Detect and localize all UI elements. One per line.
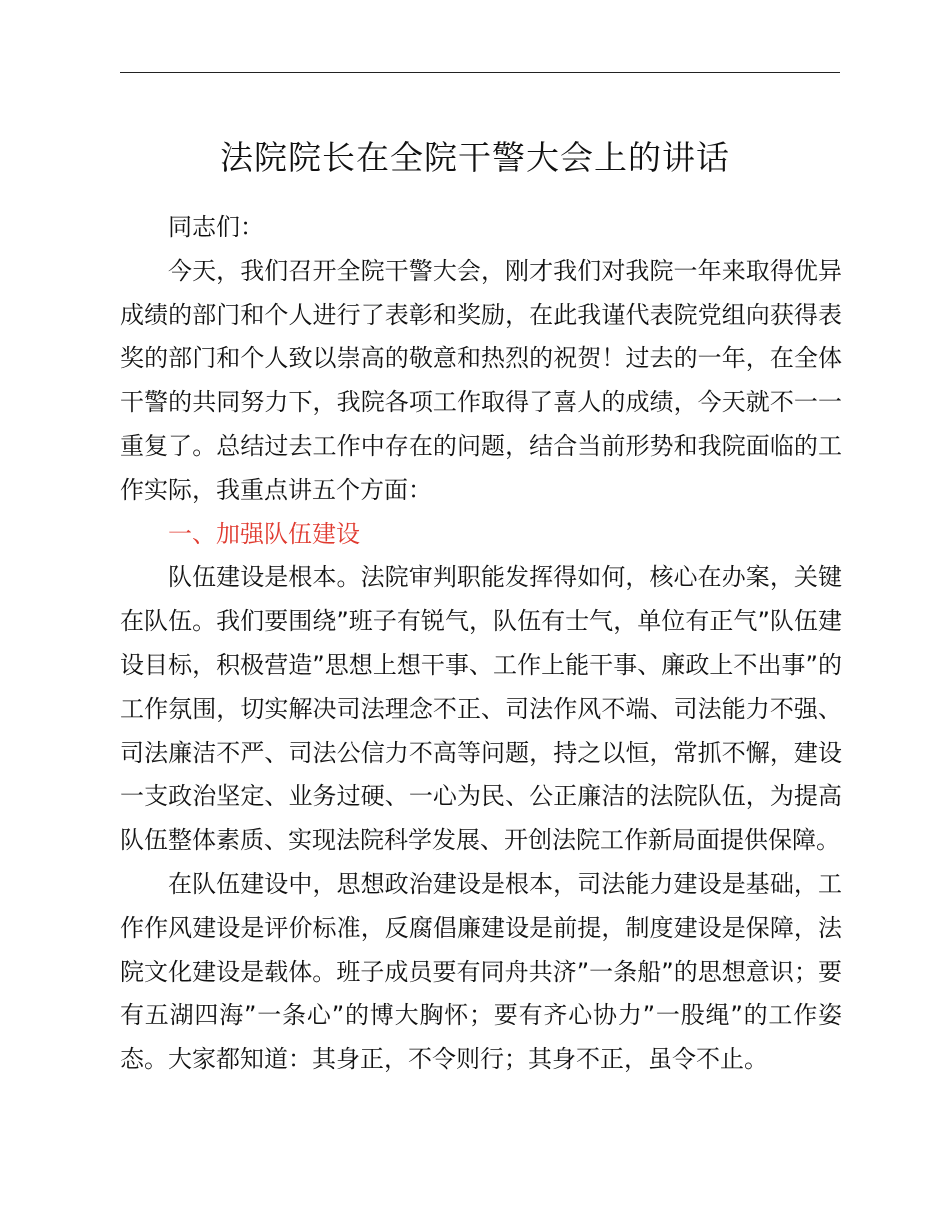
document-body [120, 206, 842, 1082]
paragraph-team-building: 队伍建设是根本。法院审判职能发挥得如何，核心在办案，关键在队伍。我们要围绕”班子有锐气，队伍有士气，单位有正气”队伍建设目标，积极营造”思想上想干事、工作上能干事、廉政上不出事”的工作氛围，切实解决司法理念不正、司法作风不端、司法能力不强、司法廉洁不严、司法公信力不高等问题，持之以恒，常抓不懈，建设一支政治坚定、业务过硬、一心为民、公正廉洁的法院队伍，为提高队伍整体素质、实现法院科学发展、开创法院工作新局面提供保障。 [120, 563, 842, 855]
salutation: 同志们： [168, 213, 264, 241]
paragraph-intro: 今天，我们召开全院干警大会，刚才我们对我院一年来取得优异成绩的部门和个人进行了表彰和奖励，在此我谨代表院党组向获得表奖的部门和个人致以崇高的敬意和热烈的祝贺！过去的一年，在全体干警的共同努力下，我院各项工作取得了喜人的成绩，今天就不一一重复了。总结过去工作中存在的问题，结合当前形势和我院面临的工作实际，我重点讲五个方面： [120, 256, 842, 504]
document-title: 法院院长在全院干警大会上的讲话 [220, 138, 730, 177]
paragraph-team-construction-detail: 在队伍建设中，思想政治建设是根本，司法能力建设是基础，工作作风建设是评价标准，反腐倡廉建设是前提，制度建设是保障，法院文化建设是载体。班子成员要有同舟共济”一条船”的思想意识；要有五湖四海”一条心”的博大胸怀；要有齐心协力”一股绳”的工作姿态。大家都知道：其身正，不令则行；其身不正，虽令不止。 [120, 869, 842, 1074]
section-heading: 一、加强队伍建设 [168, 519, 360, 548]
header-rule [120, 72, 840, 73]
